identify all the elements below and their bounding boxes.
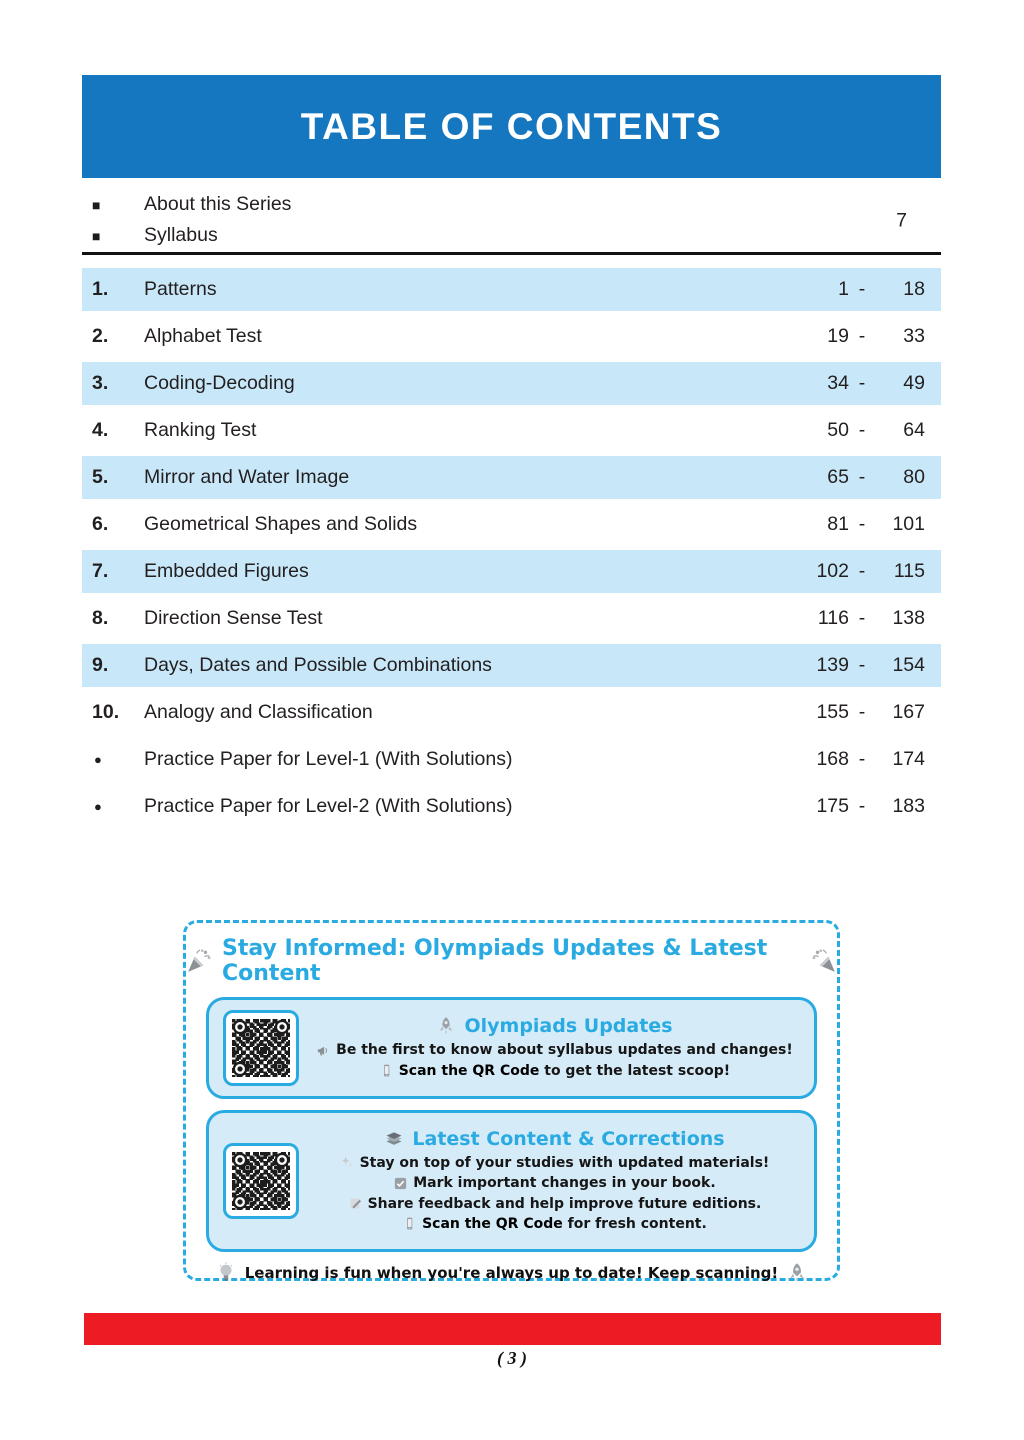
chapter-title: Practice Paper for Level-1 (With Solutions)	[144, 748, 513, 770]
latest-content-card	[206, 1110, 817, 1252]
chapter-title: Mirror and Water Image	[144, 466, 350, 488]
chapter-number: 8.	[92, 607, 109, 629]
books-icon	[384, 1129, 404, 1149]
toc-row[interactable]	[82, 550, 941, 593]
chapter-title: Coding-Decoding	[144, 372, 295, 394]
toc-row[interactable]	[82, 315, 941, 358]
toc-row[interactable]	[82, 409, 941, 452]
divider-line	[82, 252, 941, 255]
megaphone-icon	[316, 1043, 331, 1058]
chapter-title: Analogy and Classification	[144, 701, 373, 723]
page-range: 1 - 18	[838, 278, 925, 300]
page-range: 116 - 138	[817, 607, 925, 629]
toc-row[interactable]	[82, 785, 941, 828]
card-line: Be the first to know about syllabus updates and changes!	[309, 1040, 800, 1060]
chapter-title: Embedded Figures	[144, 560, 309, 582]
page-title: TABLE OF CONTENTS	[300, 105, 723, 147]
party-popper-icon	[186, 948, 212, 974]
qr-pattern	[232, 1152, 290, 1210]
chapter-number: 9.	[92, 654, 109, 676]
stay-informed-footer	[186, 1262, 837, 1284]
page-range: 139 - 154	[816, 654, 925, 676]
chapter-number: 5.	[92, 466, 109, 488]
qr-code[interactable]	[223, 1010, 299, 1086]
card-title: Olympiads Updates	[464, 1015, 673, 1038]
front-matter-label: Syllabus	[144, 224, 218, 246]
chapter-title: Alphabet Test	[144, 325, 262, 347]
qr-pattern	[232, 1019, 290, 1077]
page-range: 102 - 115	[816, 560, 925, 582]
toc-row[interactable]	[82, 456, 941, 499]
chapter-title: Geometrical Shapes and Solids	[144, 513, 418, 535]
front-matter-label: About this Series	[144, 193, 292, 215]
page-range: 155 - 167	[816, 701, 925, 723]
card-title: Latest Content & Corrections	[412, 1127, 725, 1150]
olympiads-updates-content	[309, 1015, 800, 1081]
page-range: 50 - 64	[827, 419, 925, 441]
toc-list	[82, 268, 941, 832]
stay-informed-title-row	[186, 936, 837, 986]
rocket-icon	[436, 1016, 456, 1036]
square-bullet-icon: ■	[92, 227, 101, 244]
card-title-row	[309, 1015, 800, 1037]
checkbox-icon	[393, 1176, 408, 1191]
memo-icon	[348, 1196, 363, 1211]
chapter-title: Days, Dates and Possible Combinations	[144, 654, 492, 676]
chapter-number: 4.	[92, 419, 109, 441]
chapter-title: Patterns	[144, 278, 217, 300]
page-range: 19 - 33	[827, 325, 925, 347]
card-line: Mark important changes in your book.	[309, 1173, 800, 1193]
front-matter-row	[82, 189, 941, 220]
chapter-number: 10.	[92, 701, 120, 723]
chapter-number: 6.	[92, 513, 109, 535]
front-matter-row	[82, 220, 941, 251]
card-line: Stay on top of your studies with updated materials!	[309, 1153, 800, 1173]
card-title-row	[309, 1128, 800, 1150]
square-bullet-icon: ■	[92, 196, 101, 213]
toc-row[interactable]	[82, 503, 941, 546]
latest-content-content	[309, 1128, 800, 1234]
front-matter	[82, 189, 941, 252]
stay-informed-title: Stay Informed: Olympiads Updates & Latest Content	[222, 936, 768, 986]
toc-row[interactable]	[82, 268, 941, 311]
chapter-number: 2.	[92, 325, 109, 347]
chapter-title: Ranking Test	[144, 419, 257, 441]
toc-row[interactable]	[82, 691, 941, 734]
qr-code[interactable]	[223, 1143, 299, 1219]
sparkles-icon	[340, 1155, 355, 1170]
round-bullet-icon: ●	[94, 799, 102, 814]
chapter-title: Practice Paper for Level-2 (With Solutions)	[144, 795, 513, 817]
lightbulb-icon	[215, 1262, 237, 1284]
footer-red-bar	[84, 1313, 941, 1345]
card-line: Share feedback and help improve future editions.	[309, 1194, 800, 1214]
toc-row[interactable]	[82, 644, 941, 687]
page-range: 81 - 101	[827, 513, 925, 535]
rocket-icon	[786, 1262, 808, 1284]
page-range: 175 - 183	[816, 795, 925, 817]
card-line: Scan the QR Code for fresh content.	[309, 1214, 800, 1234]
toc-row[interactable]	[82, 362, 941, 405]
chapter-number: 1.	[92, 278, 109, 300]
smartphone-icon	[402, 1216, 417, 1231]
olympiads-updates-card	[206, 997, 817, 1099]
card-line: Scan the QR Code to get the latest scoop!	[309, 1061, 800, 1081]
round-bullet-icon: ●	[94, 752, 102, 767]
chapter-number: 3.	[92, 372, 109, 394]
toc-row[interactable]	[82, 738, 941, 781]
stay-informed-box	[183, 920, 840, 1281]
page-range: 65 - 80	[827, 466, 925, 488]
party-popper-icon	[811, 948, 837, 974]
footer-text: Learning is fun when you're always up to date! Keep scanning!	[244, 1264, 779, 1282]
chapter-number: 7.	[92, 560, 109, 582]
smartphone-icon	[379, 1063, 394, 1078]
toc-header-banner	[82, 75, 941, 178]
page-number: ( 3 )	[497, 1348, 527, 1368]
page-range: 34 - 49	[827, 372, 925, 394]
chapter-title: Direction Sense Test	[144, 607, 323, 629]
toc-row[interactable]	[82, 597, 941, 640]
front-matter-page-ref: 7	[896, 209, 907, 231]
page-range: 168 - 174	[816, 748, 925, 770]
